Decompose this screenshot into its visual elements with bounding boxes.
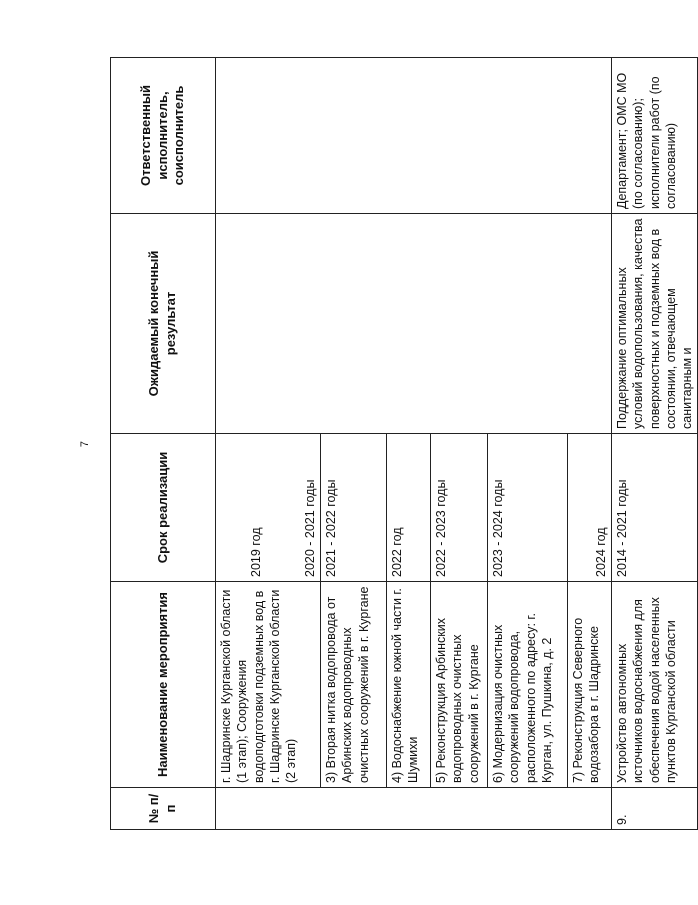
table-row-9	[612, 58, 698, 830]
header-term: Срок реализации	[111, 434, 216, 582]
cell-term: 2021 - 2022 годы	[321, 434, 387, 582]
cell-term: 2022 год	[387, 434, 431, 582]
header-executor: Ответственный исполнитель, соисполнитель	[111, 58, 216, 214]
term-b: 2020 - 2021 годы	[302, 479, 317, 577]
page-number: 7	[79, 440, 92, 448]
cell-term: 2023 - 2024 годы	[488, 434, 568, 582]
measures-table	[110, 57, 698, 830]
cell-result-empty	[216, 214, 612, 434]
cell-executor-empty	[216, 58, 612, 214]
header-name: Наименование мероприятия	[111, 582, 216, 788]
cell-name: 7) Реконструкция Северного водозабора в г. Шадринске	[568, 582, 612, 788]
cell-term: 2024 год	[568, 434, 612, 582]
cell-term: 2022 - 2023 годы	[431, 434, 488, 582]
cell-name: г. Шадринске Курганской области (1 этап); Сооружения водоподготовки подземных вод в г. Шадринске Курганской области (2 этап)	[216, 582, 321, 788]
cell-executor: Департамент; ОМС МО (по согласованию); исполнители работ (по согласованию)	[612, 58, 698, 214]
cell-term: 2014 - 2021 годы	[612, 434, 698, 582]
cell-name: 4) Водоснабжение южной части г. Шумихи	[387, 582, 431, 788]
rotated-table-container	[110, 58, 694, 830]
cell-name: 3) Вторая нитка водопровода от Арбинских водопроводных очистных сооружений в г. Кургане	[321, 582, 387, 788]
cell-name: 5) Реконструкция Арбинских водопроводных очистных сооружений в г. Кургане	[431, 582, 488, 788]
header-result: Ожидаемый конечный результат	[111, 214, 216, 434]
header-num: № п/п	[111, 788, 216, 830]
table-row-sub-1	[216, 58, 321, 830]
cell-name: Устройство автономных источников водоснабжения для обеспечения водой населенных пунктов Курганской области	[612, 582, 698, 788]
cell-term-split	[216, 434, 321, 582]
document-page	[110, 58, 694, 830]
cell-num-empty	[216, 788, 612, 830]
cell-result: Поддержание оптимальных условий водопользования, качества поверхностных и подземных вод в состоянии, отвечающем санитарным и	[612, 214, 698, 434]
cell-num: 9.	[612, 788, 698, 830]
term-a: 2019 год	[249, 527, 263, 577]
cell-name: 6) Модернизация очистных сооружений водопровода, расположенного по адресу: г. Курган, ул. Пушкина, д. 2	[488, 582, 568, 788]
table-header-row	[111, 58, 216, 830]
